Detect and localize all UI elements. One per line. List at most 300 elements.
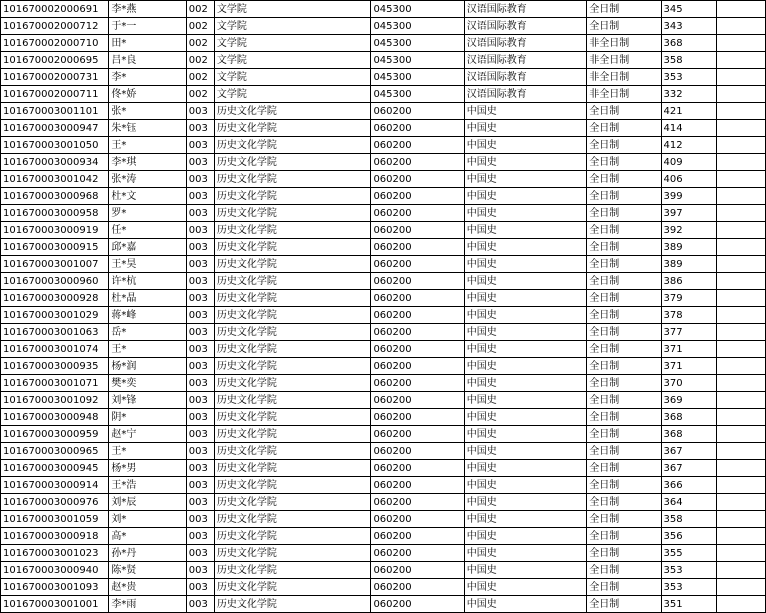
- cell-total_score: 386: [661, 273, 716, 290]
- table-row: [1, 273, 766, 290]
- cell-name: 李*燕: [109, 1, 186, 18]
- cell-major_code: 060200: [371, 358, 464, 375]
- cell-exam_no: 101670003001093: [1, 579, 109, 596]
- table-row: [1, 205, 766, 222]
- cell-major_name: 汉语国际教育: [464, 35, 586, 52]
- cell-exam_no: 101670003001050: [1, 137, 109, 154]
- cell-total_score: 367: [661, 443, 716, 460]
- cell-exam_no: 101670002000712: [1, 18, 109, 35]
- cell-study_type: 全日制: [587, 1, 661, 18]
- cell-exam_no: 101670003000935: [1, 358, 109, 375]
- cell-total_score: 378: [661, 307, 716, 324]
- table-row: [1, 579, 766, 596]
- cell-major_code: 060200: [371, 324, 464, 341]
- cell-major_code: 060200: [371, 494, 464, 511]
- cell-dept_code: 003: [186, 222, 214, 239]
- cell-exam_no: 101670002000731: [1, 69, 109, 86]
- cell-dept_code: 002: [186, 69, 214, 86]
- cell-total_score: 358: [661, 511, 716, 528]
- cell-dept_code: 003: [186, 341, 214, 358]
- cell-dept_code: 003: [186, 171, 214, 188]
- cell-major_code: 060200: [371, 596, 464, 613]
- cell-major_code: 060200: [371, 477, 464, 494]
- cell-exam_no: 101670003001007: [1, 256, 109, 273]
- cell-total_score: 379: [661, 290, 716, 307]
- cell-total_score: 358: [661, 52, 716, 69]
- cell-major_code: 060200: [371, 426, 464, 443]
- table-row: [1, 239, 766, 256]
- cell-total_score: 399: [661, 188, 716, 205]
- cell-name: 陈*贤: [109, 562, 186, 579]
- cell-study_type: 全日制: [587, 171, 661, 188]
- cell-major_name: 中国史: [464, 273, 586, 290]
- cell-extra: [716, 154, 765, 171]
- cell-name: 邱*嘉: [109, 239, 186, 256]
- table-row: [1, 290, 766, 307]
- cell-study_type: 非全日制: [587, 35, 661, 52]
- cell-study_type: 全日制: [587, 562, 661, 579]
- cell-study_type: 全日制: [587, 18, 661, 35]
- cell-dept_code: 003: [186, 205, 214, 222]
- cell-dept_code: 003: [186, 494, 214, 511]
- cell-extra: [716, 239, 765, 256]
- cell-exam_no: 101670003000915: [1, 239, 109, 256]
- cell-extra: [716, 443, 765, 460]
- cell-extra: [716, 375, 765, 392]
- cell-study_type: 全日制: [587, 409, 661, 426]
- cell-extra: [716, 52, 765, 69]
- cell-college: 文学院: [214, 86, 371, 103]
- cell-extra: [716, 324, 765, 341]
- cell-extra: [716, 545, 765, 562]
- cell-college: 历史文化学院: [214, 477, 371, 494]
- cell-major_code: 060200: [371, 188, 464, 205]
- cell-major_name: 中国史: [464, 341, 586, 358]
- cell-major_code: 060200: [371, 579, 464, 596]
- cell-extra: [716, 409, 765, 426]
- cell-exam_no: 101670003000918: [1, 528, 109, 545]
- table-row: [1, 103, 766, 120]
- cell-major_name: 中国史: [464, 103, 586, 120]
- table-row: [1, 545, 766, 562]
- cell-name: 吕*良: [109, 52, 186, 69]
- cell-study_type: 全日制: [587, 256, 661, 273]
- cell-college: 历史文化学院: [214, 511, 371, 528]
- cell-total_score: 421: [661, 103, 716, 120]
- cell-major_code: 060200: [371, 120, 464, 137]
- cell-major_name: 汉语国际教育: [464, 1, 586, 18]
- cell-study_type: 全日制: [587, 290, 661, 307]
- cell-extra: [716, 562, 765, 579]
- cell-exam_no: 101670002000691: [1, 1, 109, 18]
- cell-dept_code: 003: [186, 273, 214, 290]
- cell-name: 杜*文: [109, 188, 186, 205]
- cell-major_name: 中国史: [464, 137, 586, 154]
- cell-college: 历史文化学院: [214, 443, 371, 460]
- cell-extra: [716, 426, 765, 443]
- cell-dept_code: 003: [186, 324, 214, 341]
- cell-major_code: 060200: [371, 392, 464, 409]
- cell-college: 历史文化学院: [214, 324, 371, 341]
- table-row: [1, 188, 766, 205]
- cell-college: 历史文化学院: [214, 596, 371, 613]
- cell-study_type: 全日制: [587, 103, 661, 120]
- cell-dept_code: 003: [186, 477, 214, 494]
- cell-exam_no: 101670003000968: [1, 188, 109, 205]
- table-row: [1, 392, 766, 409]
- cell-college: 历史文化学院: [214, 341, 371, 358]
- cell-study_type: 全日制: [587, 307, 661, 324]
- cell-exam_no: 101670003000947: [1, 120, 109, 137]
- cell-study_type: 全日制: [587, 120, 661, 137]
- table-row: [1, 324, 766, 341]
- cell-exam_no: 101670003000965: [1, 443, 109, 460]
- cell-study_type: 全日制: [587, 545, 661, 562]
- cell-study_type: 全日制: [587, 222, 661, 239]
- cell-exam_no: 101670003000959: [1, 426, 109, 443]
- cell-college: 历史文化学院: [214, 460, 371, 477]
- table-row: [1, 596, 766, 613]
- cell-dept_code: 003: [186, 375, 214, 392]
- cell-total_score: 351: [661, 596, 716, 613]
- cell-major_code: 060200: [371, 137, 464, 154]
- cell-major_name: 中国史: [464, 358, 586, 375]
- cell-dept_code: 003: [186, 290, 214, 307]
- cell-dept_code: 003: [186, 358, 214, 375]
- table-row: [1, 358, 766, 375]
- cell-dept_code: 003: [186, 120, 214, 137]
- cell-total_score: 389: [661, 239, 716, 256]
- cell-study_type: 全日制: [587, 511, 661, 528]
- cell-major_name: 中国史: [464, 256, 586, 273]
- cell-exam_no: 101670003001029: [1, 307, 109, 324]
- cell-total_score: 366: [661, 477, 716, 494]
- cell-major_code: 060200: [371, 103, 464, 120]
- cell-study_type: 全日制: [587, 239, 661, 256]
- cell-major_name: 中国史: [464, 154, 586, 171]
- cell-extra: [716, 256, 765, 273]
- cell-major_code: 045300: [371, 52, 464, 69]
- cell-name: 刘*辰: [109, 494, 186, 511]
- cell-study_type: 全日制: [587, 273, 661, 290]
- cell-extra: [716, 579, 765, 596]
- cell-study_type: 全日制: [587, 188, 661, 205]
- cell-exam_no: 101670003000945: [1, 460, 109, 477]
- table-row: [1, 477, 766, 494]
- cell-dept_code: 003: [186, 103, 214, 120]
- table-row: [1, 562, 766, 579]
- cell-name: 李*雨: [109, 596, 186, 613]
- cell-exam_no: 101670003001074: [1, 341, 109, 358]
- cell-extra: [716, 35, 765, 52]
- cell-major_name: 中国史: [464, 528, 586, 545]
- cell-exam_no: 101670003000948: [1, 409, 109, 426]
- table-row: [1, 426, 766, 443]
- cell-extra: [716, 341, 765, 358]
- cell-major_name: 中国史: [464, 239, 586, 256]
- cell-name: 李*琪: [109, 154, 186, 171]
- cell-exam_no: 101670003001071: [1, 375, 109, 392]
- cell-dept_code: 002: [186, 35, 214, 52]
- cell-college: 历史文化学院: [214, 273, 371, 290]
- cell-major_name: 汉语国际教育: [464, 52, 586, 69]
- cell-major_code: 060200: [371, 205, 464, 222]
- cell-college: 历史文化学院: [214, 290, 371, 307]
- cell-study_type: 全日制: [587, 324, 661, 341]
- cell-major_code: 060200: [371, 307, 464, 324]
- cell-major_code: 060200: [371, 154, 464, 171]
- cell-total_score: 353: [661, 69, 716, 86]
- cell-study_type: 全日制: [587, 205, 661, 222]
- cell-total_score: 412: [661, 137, 716, 154]
- cell-name: 王*浩: [109, 477, 186, 494]
- cell-major_code: 060200: [371, 375, 464, 392]
- cell-college: 历史文化学院: [214, 494, 371, 511]
- cell-college: 历史文化学院: [214, 358, 371, 375]
- cell-name: 赵*贵: [109, 579, 186, 596]
- cell-dept_code: 003: [186, 528, 214, 545]
- table-row: [1, 154, 766, 171]
- table-body: [1, 1, 766, 613]
- cell-major_name: 中国史: [464, 443, 586, 460]
- cell-name: 佟*娇: [109, 86, 186, 103]
- cell-exam_no: 101670003001092: [1, 392, 109, 409]
- cell-extra: [716, 18, 765, 35]
- cell-name: 杨*润: [109, 358, 186, 375]
- cell-major_code: 060200: [371, 545, 464, 562]
- cell-college: 历史文化学院: [214, 307, 371, 324]
- cell-name: 杨*男: [109, 460, 186, 477]
- cell-dept_code: 002: [186, 1, 214, 18]
- cell-total_score: 409: [661, 154, 716, 171]
- cell-total_score: 368: [661, 35, 716, 52]
- cell-major_code: 060200: [371, 171, 464, 188]
- cell-dept_code: 002: [186, 18, 214, 35]
- cell-name: 刘*锋: [109, 392, 186, 409]
- cell-major_code: 045300: [371, 18, 464, 35]
- cell-total_score: 368: [661, 409, 716, 426]
- cell-exam_no: 101670003000958: [1, 205, 109, 222]
- table-row: [1, 409, 766, 426]
- cell-major_name: 中国史: [464, 511, 586, 528]
- cell-name: 王*昊: [109, 256, 186, 273]
- cell-name: 张*: [109, 103, 186, 120]
- cell-exam_no: 101670003001001: [1, 596, 109, 613]
- cell-college: 历史文化学院: [214, 120, 371, 137]
- cell-major_name: 中国史: [464, 426, 586, 443]
- cell-major_name: 中国史: [464, 375, 586, 392]
- cell-total_score: 353: [661, 562, 716, 579]
- cell-total_score: 397: [661, 205, 716, 222]
- cell-major_code: 060200: [371, 290, 464, 307]
- cell-study_type: 全日制: [587, 443, 661, 460]
- cell-total_score: 371: [661, 358, 716, 375]
- cell-college: 历史文化学院: [214, 239, 371, 256]
- cell-extra: [716, 86, 765, 103]
- cell-name: 罗*: [109, 205, 186, 222]
- cell-name: 阴*: [109, 409, 186, 426]
- cell-exam_no: 101670003000919: [1, 222, 109, 239]
- cell-dept_code: 003: [186, 137, 214, 154]
- cell-total_score: 377: [661, 324, 716, 341]
- cell-major_code: 045300: [371, 1, 464, 18]
- cell-major_name: 中国史: [464, 409, 586, 426]
- cell-major_name: 中国史: [464, 494, 586, 511]
- cell-exam_no: 101670003000914: [1, 477, 109, 494]
- cell-major_name: 中国史: [464, 545, 586, 562]
- cell-extra: [716, 596, 765, 613]
- cell-total_score: 368: [661, 426, 716, 443]
- table-row: [1, 528, 766, 545]
- table-row: [1, 256, 766, 273]
- cell-name: 樊*奕: [109, 375, 186, 392]
- cell-major_code: 060200: [371, 511, 464, 528]
- cell-college: 历史文化学院: [214, 426, 371, 443]
- cell-college: 历史文化学院: [214, 256, 371, 273]
- cell-exam_no: 101670003001023: [1, 545, 109, 562]
- cell-college: 历史文化学院: [214, 579, 371, 596]
- cell-dept_code: 003: [186, 307, 214, 324]
- cell-name: 朱*钰: [109, 120, 186, 137]
- cell-extra: [716, 392, 765, 409]
- cell-college: 文学院: [214, 69, 371, 86]
- cell-total_score: 332: [661, 86, 716, 103]
- cell-college: 历史文化学院: [214, 103, 371, 120]
- cell-name: 许*杭: [109, 273, 186, 290]
- cell-exam_no: 101670003000960: [1, 273, 109, 290]
- cell-study_type: 全日制: [587, 154, 661, 171]
- cell-major_name: 中国史: [464, 324, 586, 341]
- cell-dept_code: 003: [186, 239, 214, 256]
- cell-exam_no: 101670002000711: [1, 86, 109, 103]
- cell-dept_code: 003: [186, 154, 214, 171]
- cell-major_name: 中国史: [464, 120, 586, 137]
- cell-college: 历史文化学院: [214, 205, 371, 222]
- cell-total_score: 389: [661, 256, 716, 273]
- cell-major_code: 060200: [371, 443, 464, 460]
- cell-college: 文学院: [214, 18, 371, 35]
- table-row: [1, 86, 766, 103]
- cell-major_name: 中国史: [464, 579, 586, 596]
- cell-total_score: 369: [661, 392, 716, 409]
- cell-study_type: 非全日制: [587, 52, 661, 69]
- cell-study_type: 全日制: [587, 358, 661, 375]
- cell-extra: [716, 528, 765, 545]
- cell-total_score: 355: [661, 545, 716, 562]
- cell-dept_code: 002: [186, 52, 214, 69]
- cell-dept_code: 003: [186, 443, 214, 460]
- cell-name: 蒋*峰: [109, 307, 186, 324]
- cell-extra: [716, 120, 765, 137]
- table-row: [1, 69, 766, 86]
- cell-college: 历史文化学院: [214, 528, 371, 545]
- cell-college: 文学院: [214, 1, 371, 18]
- cell-major_name: 中国史: [464, 222, 586, 239]
- cell-major_name: 中国史: [464, 290, 586, 307]
- cell-extra: [716, 511, 765, 528]
- cell-dept_code: 002: [186, 86, 214, 103]
- cell-major_code: 045300: [371, 86, 464, 103]
- table-row: [1, 52, 766, 69]
- cell-name: 张*涛: [109, 171, 186, 188]
- cell-study_type: 非全日制: [587, 69, 661, 86]
- cell-name: 王*: [109, 341, 186, 358]
- cell-total_score: 356: [661, 528, 716, 545]
- table-row: [1, 137, 766, 154]
- cell-name: 孙*丹: [109, 545, 186, 562]
- table-row: [1, 1, 766, 18]
- table-row: [1, 120, 766, 137]
- cell-major_code: 060200: [371, 562, 464, 579]
- cell-extra: [716, 494, 765, 511]
- cell-extra: [716, 69, 765, 86]
- cell-study_type: 全日制: [587, 375, 661, 392]
- cell-college: 历史文化学院: [214, 222, 371, 239]
- table-row: [1, 222, 766, 239]
- cell-exam_no: 101670003000976: [1, 494, 109, 511]
- cell-extra: [716, 290, 765, 307]
- cell-total_score: 406: [661, 171, 716, 188]
- cell-exam_no: 101670003001042: [1, 171, 109, 188]
- cell-major_code: 060200: [371, 273, 464, 290]
- cell-total_score: 345: [661, 1, 716, 18]
- cell-extra: [716, 477, 765, 494]
- cell-major_code: 060200: [371, 256, 464, 273]
- cell-total_score: 371: [661, 341, 716, 358]
- cell-major_code: 060200: [371, 460, 464, 477]
- cell-study_type: 全日制: [587, 528, 661, 545]
- cell-study_type: 全日制: [587, 477, 661, 494]
- cell-extra: [716, 103, 765, 120]
- cell-total_score: 370: [661, 375, 716, 392]
- table-row: [1, 460, 766, 477]
- cell-name: 赵*宁: [109, 426, 186, 443]
- cell-major_name: 汉语国际教育: [464, 86, 586, 103]
- cell-extra: [716, 171, 765, 188]
- cell-study_type: 全日制: [587, 460, 661, 477]
- cell-study_type: 全日制: [587, 596, 661, 613]
- cell-dept_code: 003: [186, 511, 214, 528]
- cell-major_name: 中国史: [464, 188, 586, 205]
- cell-exam_no: 101670003001101: [1, 103, 109, 120]
- cell-major_code: 060200: [371, 341, 464, 358]
- cell-exam_no: 101670003000928: [1, 290, 109, 307]
- cell-dept_code: 003: [186, 426, 214, 443]
- cell-exam_no: 101670003001063: [1, 324, 109, 341]
- cell-name: 任*: [109, 222, 186, 239]
- cell-college: 历史文化学院: [214, 137, 371, 154]
- cell-major_code: 045300: [371, 69, 464, 86]
- cell-major_name: 汉语国际教育: [464, 69, 586, 86]
- cell-exam_no: 101670003001059: [1, 511, 109, 528]
- cell-major_name: 中国史: [464, 392, 586, 409]
- cell-name: 李*: [109, 69, 186, 86]
- cell-college: 历史文化学院: [214, 171, 371, 188]
- cell-study_type: 全日制: [587, 341, 661, 358]
- table-row: [1, 171, 766, 188]
- cell-college: 历史文化学院: [214, 375, 371, 392]
- cell-name: 王*: [109, 137, 186, 154]
- cell-extra: [716, 460, 765, 477]
- cell-college: 历史文化学院: [214, 154, 371, 171]
- cell-major_code: 060200: [371, 239, 464, 256]
- cell-study_type: 全日制: [587, 392, 661, 409]
- cell-dept_code: 003: [186, 460, 214, 477]
- cell-dept_code: 003: [186, 562, 214, 579]
- cell-extra: [716, 188, 765, 205]
- cell-exam_no: 101670002000710: [1, 35, 109, 52]
- cell-exam_no: 101670003000940: [1, 562, 109, 579]
